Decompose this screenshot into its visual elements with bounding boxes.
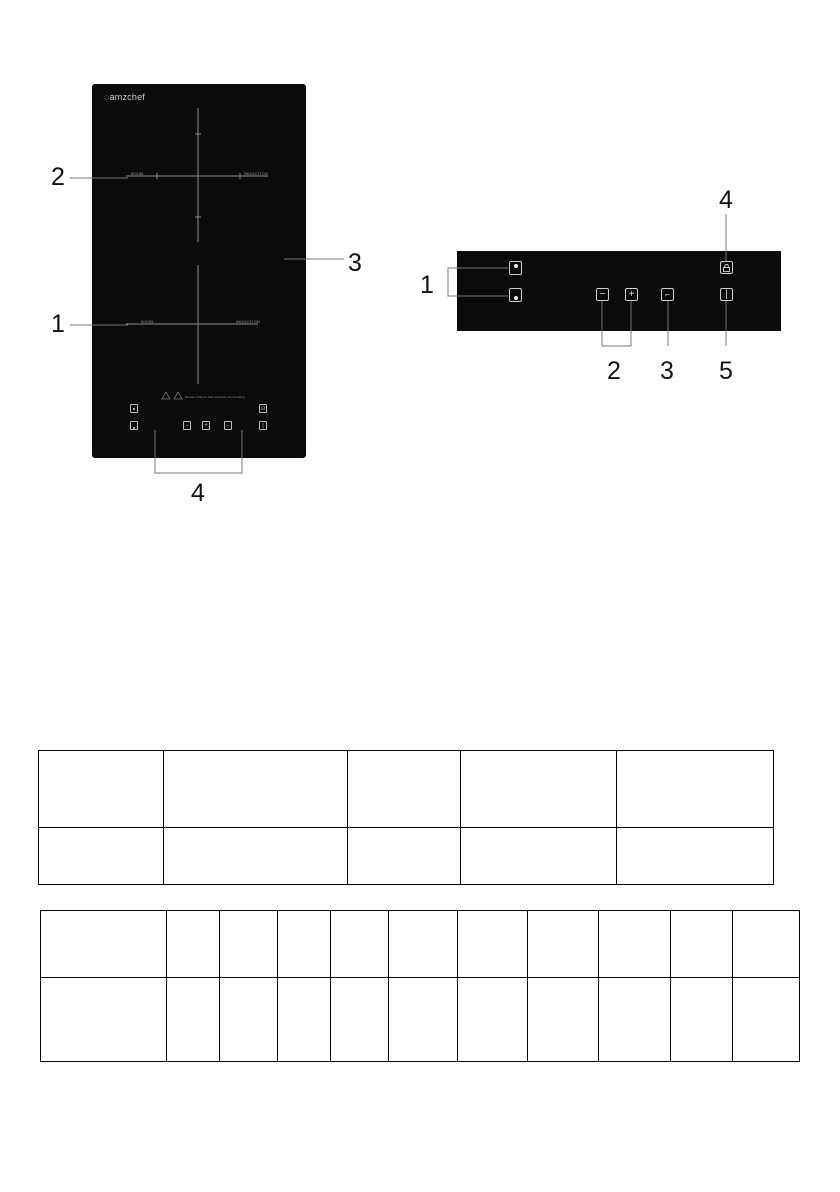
table-cell <box>39 751 164 828</box>
table-cell <box>164 751 348 828</box>
callout-4-panel: 4 <box>719 186 733 214</box>
callout-1-panel: 1 <box>420 271 434 299</box>
minus-button: − <box>183 421 191 430</box>
zone-top-left-label: 50X55 <box>131 171 144 176</box>
table-cell <box>389 978 458 1062</box>
table-cell <box>671 911 733 978</box>
panel-zone-select-bottom-button <box>509 288 522 302</box>
callout-5-panel: 5 <box>719 357 733 385</box>
table-row <box>39 828 774 885</box>
table-cell <box>599 911 671 978</box>
table-cell <box>348 751 461 828</box>
table-cell <box>167 978 220 1062</box>
table-cell <box>41 978 167 1062</box>
table-cell <box>220 978 278 1062</box>
spec-table-2 <box>40 910 800 1062</box>
lock-button: ⊡ <box>260 405 266 412</box>
panel-power-button: | <box>720 288 733 301</box>
spec-table-1 <box>38 750 774 885</box>
lock-icon <box>723 264 730 272</box>
table-cell <box>278 978 331 1062</box>
zone-top-right-label: INDUCTION <box>244 171 269 176</box>
panel-minus-button: − <box>596 288 609 301</box>
table-cell <box>671 978 733 1062</box>
table-cell <box>461 751 617 828</box>
table-cell <box>458 978 528 1062</box>
table-row <box>41 911 800 978</box>
callout-2-panel: 2 <box>607 357 621 385</box>
brand-icon: ◌ <box>104 92 110 102</box>
table-cell <box>617 751 774 828</box>
zone-bottom-left-label: 50X55 <box>141 319 154 324</box>
table-cell <box>331 978 389 1062</box>
callout-3-panel: 3 <box>660 357 674 385</box>
table-cell <box>167 911 220 978</box>
table-row <box>41 978 800 1062</box>
table-cell <box>164 828 348 885</box>
table-cell <box>528 911 599 978</box>
zone-bottom-right-label: INDUCTION <box>236 319 261 324</box>
table-cell <box>278 911 331 978</box>
callout-1-hob: 1 <box>51 310 65 338</box>
panel-plus-button: + <box>625 288 638 301</box>
table-cell <box>220 911 278 978</box>
table-cell <box>461 828 617 885</box>
table-cell <box>348 828 461 885</box>
table-cell <box>39 828 164 885</box>
callout-2-hob: 2 <box>51 163 65 191</box>
table-cell <box>331 911 389 978</box>
brand-name: amzchef <box>109 92 145 102</box>
table-cell <box>733 978 800 1062</box>
table-cell <box>41 911 167 978</box>
panel-timer-button: ⌐ <box>661 288 674 301</box>
table-cell <box>617 828 774 885</box>
table-cell <box>528 978 599 1062</box>
timer-button: ⌐ <box>224 421 232 430</box>
panel-zone-select-top-button <box>509 261 522 275</box>
warning-text: Beware of Burns from Induction Hot Cooking <box>185 395 245 399</box>
table-cell <box>458 911 528 978</box>
table-cell <box>733 911 800 978</box>
panel-lock-button <box>720 261 733 274</box>
table-cell <box>389 911 458 978</box>
power-button: | <box>259 421 267 430</box>
callout-4-hob: 4 <box>191 479 205 507</box>
table-row <box>39 751 774 828</box>
callout-3-hob: 3 <box>348 249 362 277</box>
plus-button: + <box>202 421 210 430</box>
table-cell <box>599 978 671 1062</box>
